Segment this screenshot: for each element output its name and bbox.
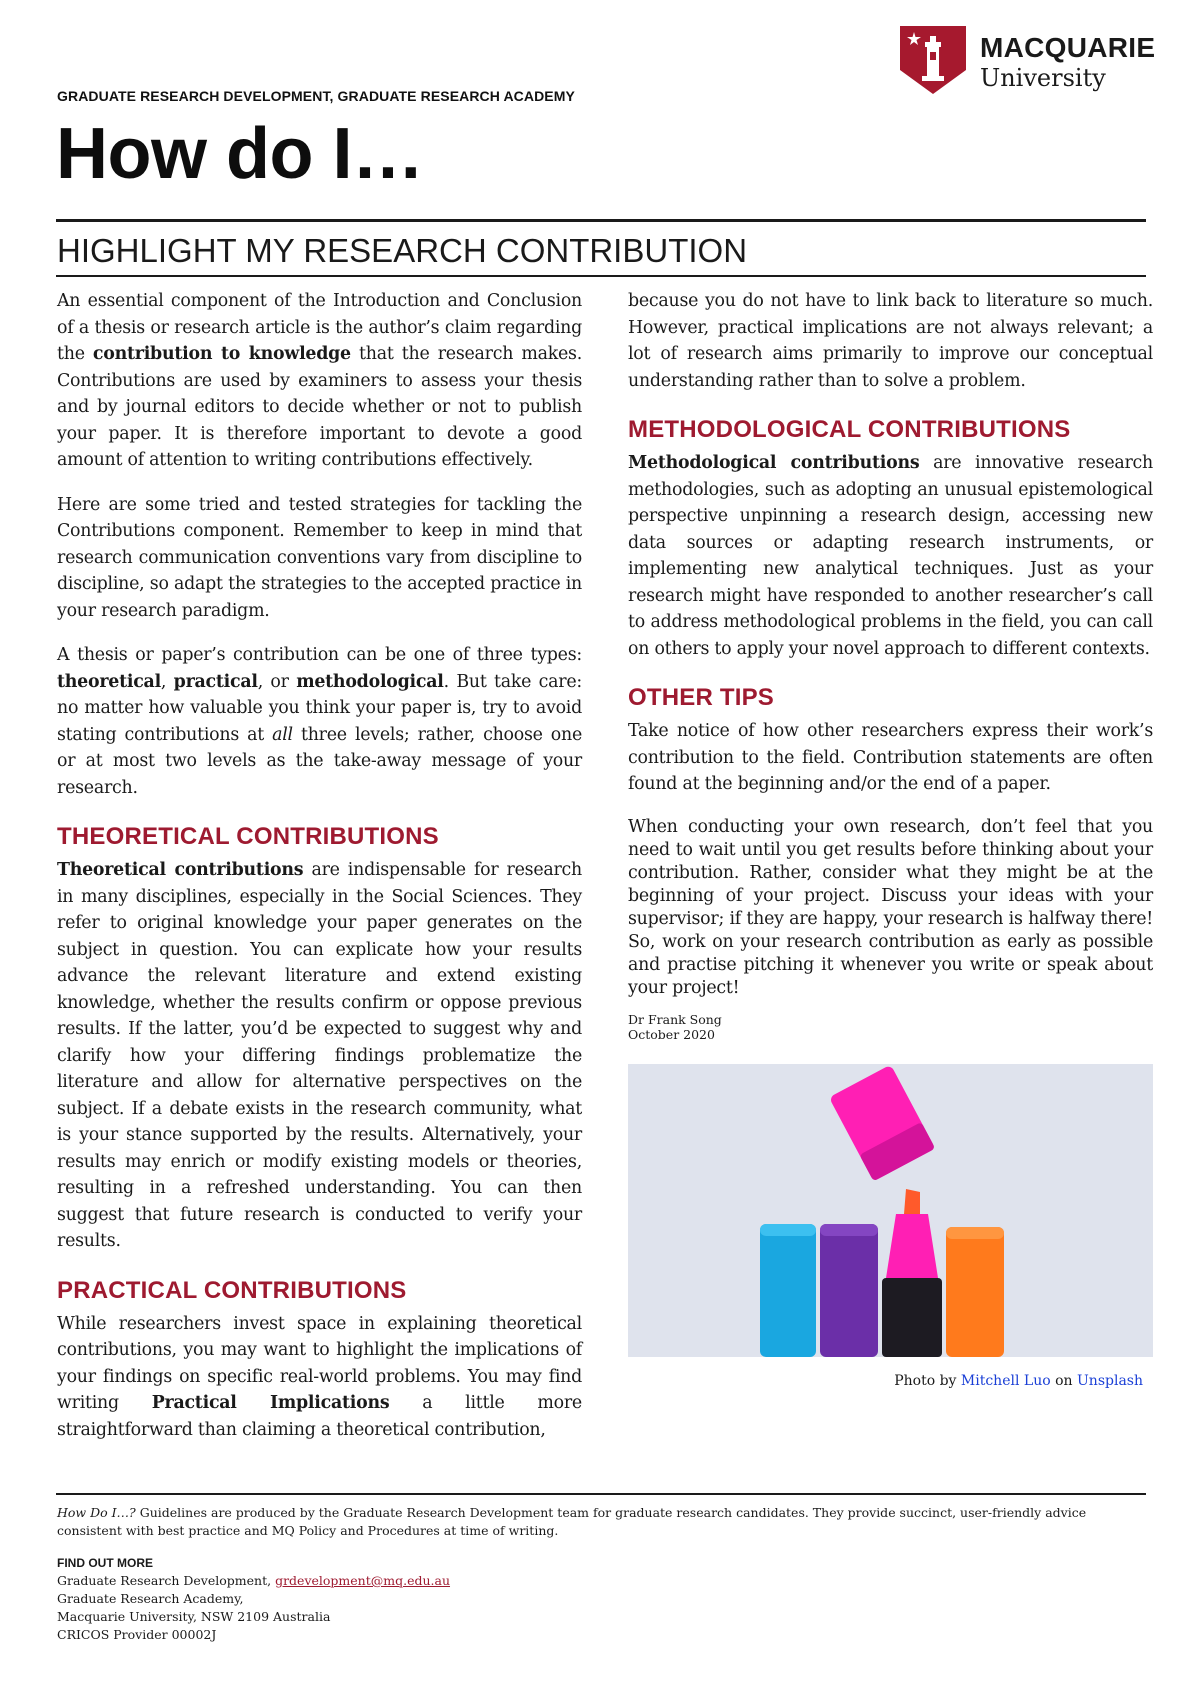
contact-line: Graduate Research Development, grdevelopment@mq.edu.au — [57, 1573, 451, 1588]
tips-paragraph-2: When conducting your own research, don’t feel that you need to wait until you get results before thinking about your contribution. Rather, consider what they might be at the beginning of your project. Discuss your ideas with your supervisor; if they are happy, your research is halfway there! So, work on your research contribution as early as possible and practise pitching it whenever you write or speak about your project! — [628, 816, 1153, 998]
macquarie-logo — [900, 26, 1160, 102]
practical-paragraph-continued: because you do not have to link back to literature so much. However, practical implications are not always relevant; a lot of research aims primarily to improve our conceptual understanding rather than to solve a problem. — [628, 291, 1153, 391]
other-tips-heading: OTHER TIPS — [628, 684, 775, 711]
practical-heading: PRACTICAL CONTRIBUTIONS — [57, 1276, 407, 1304]
email-link[interactable]: grdevelopment@mq.edu.au — [275, 1573, 451, 1588]
photo-credit: Photo by Mitchell Luo on Unsplash — [894, 1372, 1143, 1389]
subtitle-rule — [56, 275, 1146, 277]
address-line-2: Macquarie University, NSW 2109 Australia — [57, 1609, 331, 1624]
logo-subtitle: University — [980, 64, 1106, 92]
theoretical-paragraph: Theoretical contributions are indispensable for research in many disciplines, especially in the Social Sciences. They refer to original knowledge your paper generates on the subject in question. You can explicate how your results advance the relevant literature and extend existing knowledge, whether the results confirm or oppose previous results. If the latter, you’d be expected to suggest why and clarify how your differing findings problematize the literature and allow for alternative perspectives on the subject. If a debate exists in the research community, what is your stance supported by the results. Alternatively, your results may enrich or modify existing models or theories, resulting in a refreshed understanding. You can then suggest that future research is conducted to verify your results. — [57, 860, 582, 1251]
intro-paragraph-3: A thesis or paper’s contribution can be one of three types: theoretical, practical, or methodological. But take care: no matter how valuable you think your paper is, try to avoid stating contributions at all three levels; rather, choose one or at most two levels as the take-away message of your research. — [57, 645, 582, 798]
practical-paragraph: While researchers invest space in explaining theoretical contributions, you may want to highlight the implications of your findings on specific real-world problems. You may find writing Practical Implications a little more straightforward than claiming a theoretical contribution, — [57, 1313, 582, 1440]
cricos-line: CRICOS Provider 00002J — [57, 1627, 217, 1642]
methodological-paragraph: Methodological contributions are innovative research methodologies, such as adopting an unusual epistemological perspective unpinning a research design, accessing new data sources or adapting research instruments, or implementing new analytical techniques. Just as your research might have responded to another researcher’s call to address methodological problems in the field, you can call on others to apply your novel approach to different contexts. — [628, 453, 1153, 659]
byline — [628, 1012, 1153, 1042]
theoretical-heading: THEORETICAL CONTRIBUTIONS — [57, 823, 439, 850]
left-column — [57, 288, 582, 1461]
intro-paragraph-1: An essential component of the Introduction and Conclusion of a thesis or research article is the author’s claim regarding the contribution to knowledge that the research makes. Contributions are used by examiners to assess your thesis and by journal editors to decide whether or not to publish your paper. It is therefore important to devote a good amount of attention to writing contributions effectively. — [57, 291, 582, 470]
author-name: Dr Frank Song — [628, 1011, 722, 1027]
page-subtitle: HIGHLIGHT MY RESEARCH CONTRIBUTION — [57, 232, 748, 269]
page-title: How do I… — [56, 114, 424, 194]
right-column — [628, 288, 1153, 1389]
highlighters-photo — [628, 1064, 1153, 1357]
photographer-link[interactable]: Mitchell Luo — [960, 1372, 1051, 1389]
author-date: October 2020 — [628, 1026, 715, 1042]
logo-name: MACQUARIE — [980, 32, 1156, 63]
intro-paragraph-2: Here are some tried and tested strategies for tackling the Contributions component. Remember to keep in mind that research communication conventions vary from discipline to discipline, so adapt the strategies to the accepted practice in your research paradigm. — [57, 494, 582, 621]
footer — [57, 1504, 1147, 1644]
methodological-heading: METHODOLOGICAL CONTRIBUTIONS — [628, 416, 1071, 443]
unsplash-link[interactable]: Unsplash — [1077, 1372, 1143, 1389]
footer-note: How Do I…? Guidelines are produced by the Graduate Research Development team for graduate research candidates. They provide succinct, user-friendly advice consistent with best practice and MQ Policy and Procedures at time of writing. — [57, 1505, 1087, 1538]
lighthouse-shield-icon — [900, 26, 966, 94]
tips-paragraph-1: Take notice of how other researchers express their work’s contribution to the field. Contribution statements are often found at the beginning and/or the end of a paper. — [628, 721, 1153, 794]
title-rule — [56, 219, 1146, 222]
find-out-more-title: FIND OUT MORE — [57, 1556, 153, 1570]
header-label: GRADUATE RESEARCH DEVELOPMENT, GRADUATE RESEARCH ACADEMY — [57, 88, 575, 104]
address-line-1: Graduate Research Academy, — [57, 1591, 244, 1606]
footer-rule — [56, 1493, 1146, 1495]
